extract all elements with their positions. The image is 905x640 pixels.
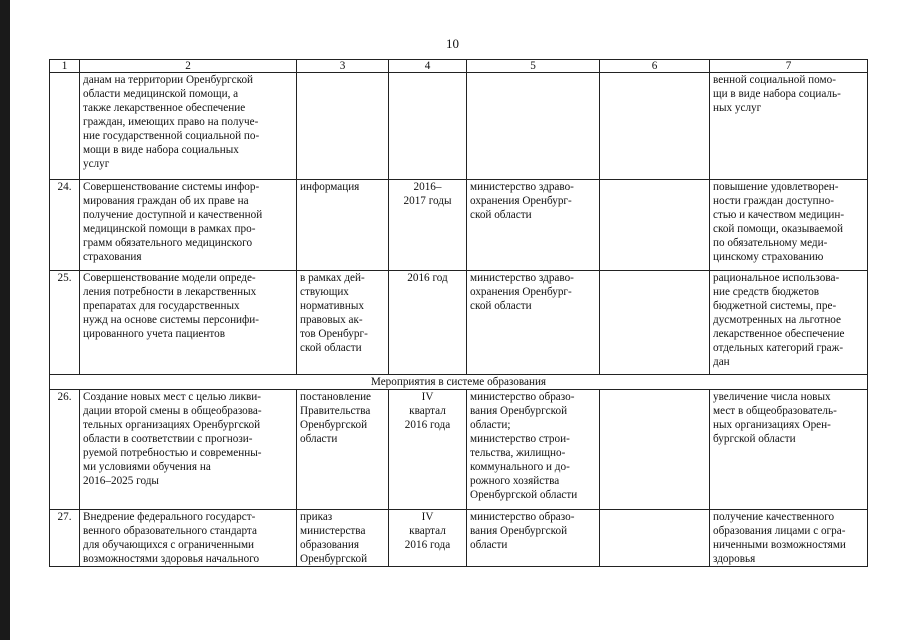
row-number: 27.	[50, 510, 80, 567]
executor-text: министерство образо- вания Оренбургской области	[467, 510, 600, 567]
column-6-cell	[600, 390, 710, 510]
column-header-1: 1	[50, 60, 80, 73]
table-row	[50, 73, 868, 180]
column-6-cell	[600, 271, 710, 375]
table-row	[50, 390, 868, 510]
column-header-3: 3	[297, 60, 389, 73]
period-text: IV квартал 2016 года	[389, 510, 467, 567]
scan-edge	[0, 0, 10, 640]
measure-text: Внедрение федерального государст- венного образовательного стандарта для обучающихся с ограниченными возможностями здоровья начального	[80, 510, 297, 567]
result-text: рациональное использова- ние средств бюджетов бюджетной системы, пре- дусмотренных на льготное лекарственное обеспечение отдельных категорий граж- дан	[710, 271, 868, 375]
column-6-cell	[600, 180, 710, 271]
result-text: венной социальной помо- щи в виде набора социаль- ных услуг	[710, 73, 868, 180]
executor-text	[467, 73, 600, 180]
form-text: постановление Правительства Оренбургской области	[297, 390, 389, 510]
column-header-4: 4	[389, 60, 467, 73]
column-header-7: 7	[710, 60, 868, 73]
table-row	[50, 271, 868, 375]
period-text	[389, 73, 467, 180]
column-6-cell	[600, 510, 710, 567]
form-text: информация	[297, 180, 389, 271]
measure-text: Создание новых мест с целью ликви- дации второй смены в общеобразова- тельных организациях Оренбургской области в соответствии с прогнози- руемой потребностью и современны- ми условиями обучения на 2016–2025 годы	[80, 390, 297, 510]
row-number: 26.	[50, 390, 80, 510]
column-6-cell	[600, 73, 710, 180]
row-number	[50, 73, 80, 180]
form-text: приказ министерства образования Оренбургской	[297, 510, 389, 567]
column-header-5: 5	[467, 60, 600, 73]
column-number-row	[50, 60, 868, 73]
period-text: 2016– 2017 годы	[389, 180, 467, 271]
executor-text: министерство здраво- охранения Оренбург- ской области	[467, 271, 600, 375]
row-number: 24.	[50, 180, 80, 271]
measure-text: Совершенствование модели опреде- ления потребности в лекарственных препаратах для государственных нужд на основе системы персонифи- цированного учета пациентов	[80, 271, 297, 375]
result-text: увеличение числа новых мест в общеобразователь- ных организациях Орен- бургской области	[710, 390, 868, 510]
section-heading: Мероприятия в системе образования	[50, 375, 868, 390]
page-number: 10	[446, 36, 459, 51]
form-text	[297, 73, 389, 180]
column-header-6: 6	[600, 60, 710, 73]
row-number: 25.	[50, 271, 80, 375]
measure-text: Совершенствование системы инфор- мирования граждан об их праве на получение доступной и качественной медицинской помощи в рамках про- грамм обязательного медицинского страхования	[80, 180, 297, 271]
table-row	[50, 180, 868, 271]
result-text: получение качественного образования лицами с огра- ниченными возможностями здоровья	[710, 510, 868, 567]
period-text: 2016 год	[389, 271, 467, 375]
period-text: IV квартал 2016 года	[389, 390, 467, 510]
table-row	[50, 510, 868, 567]
result-text: повышение удовлетворен- ности граждан доступно- стью и качеством медицин- ской помощи, оказываемой по обязательному меди- цинскому страхованию	[710, 180, 868, 271]
executor-text: министерство здраво- охранения Оренбург- ской области	[467, 180, 600, 271]
section-heading-row	[50, 375, 868, 390]
measures-table	[49, 59, 868, 567]
measure-text: данам на территории Оренбургской области медицинской помощи, а также лекарственное обеспечение граждан, имеющих право на получе- ние государственной социальной по- мощи в виде набора социальных услуг	[80, 73, 297, 180]
form-text: в рамках дей- ствующих нормативных правовых ак- тов Оренбург- ской области	[297, 271, 389, 375]
column-header-2: 2	[80, 60, 297, 73]
executor-text: министерство образо- вания Оренбургской области; министерство строи- тельства, жилищно- коммунального и до- рожного хозяйства Оренбургской области	[467, 390, 600, 510]
